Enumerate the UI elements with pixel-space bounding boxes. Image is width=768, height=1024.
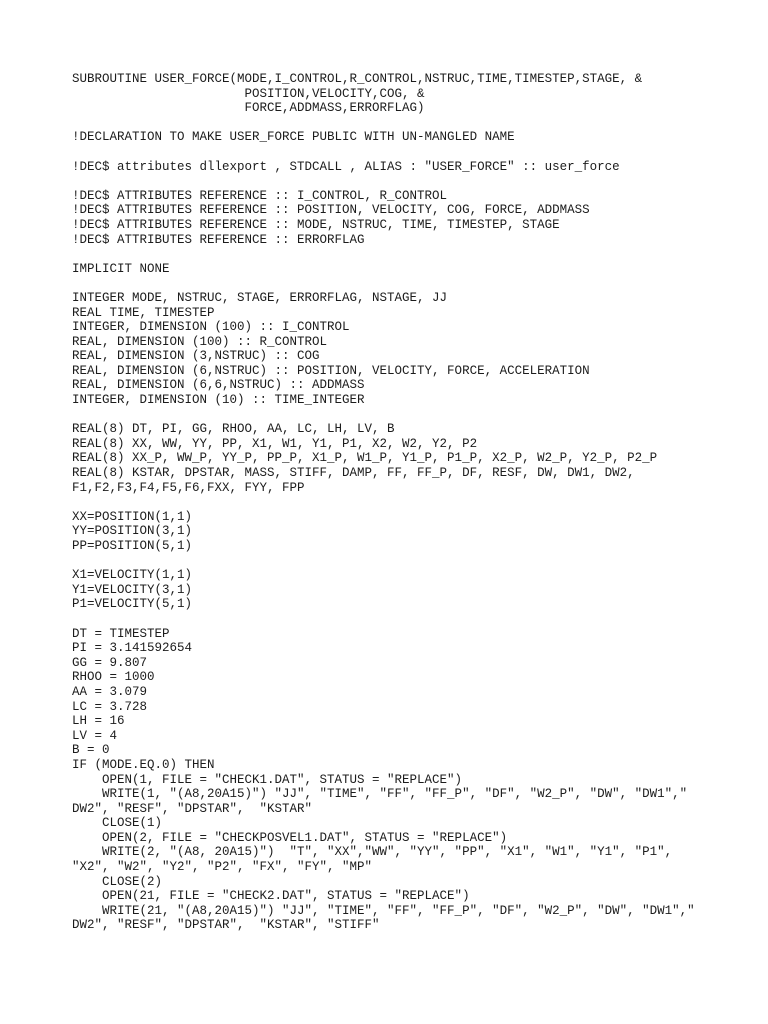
code-line: RHOO = 1000 xyxy=(72,670,155,685)
code-line: REAL, DIMENSION (100) :: R_CONTROL xyxy=(72,334,328,349)
code-listing xyxy=(72,72,752,933)
blank-line xyxy=(72,554,752,569)
code-line: WRITE(21, "(A8,20A15)") "JJ", "TIME", "FF", "FF_P", "DF", "W2_P", "DW", "DW1"," xyxy=(72,903,695,918)
code-line: REAL(8) XX, WW, YY, PP, X1, W1, Y1, P1, X2, W2, Y2, P2 xyxy=(72,436,478,451)
code-line: INTEGER MODE, NSTRUC, STAGE, ERRORFLAG, NSTAGE, JJ xyxy=(72,290,448,305)
blank-line xyxy=(72,247,752,262)
code-line: LH = 16 xyxy=(72,714,125,729)
code-line: DW2", "RESF", "DPSTAR", "KSTAR", "STIFF" xyxy=(72,918,380,933)
code-line: !DECLARATION TO MAKE USER_FORCE PUBLIC WITH UN-MANGLED NAME xyxy=(72,130,515,145)
code-line: REAL(8) XX_P, WW_P, YY_P, PP_P, X1_P, W1_P, Y1_P, P1_P, X2_P, W2_P, Y2_P, P2_P xyxy=(72,451,658,466)
code-line: REAL TIME, TIMESTEP xyxy=(72,305,215,320)
code-line: XX=POSITION(1,1) xyxy=(72,509,193,524)
code-line: "X2", "W2", "Y2", "P2", "FX", "FY", "MP" xyxy=(72,860,373,875)
code-line: OPEN(21, FILE = "CHECK2.DAT", STATUS = "REPLACE") xyxy=(72,889,470,904)
code-line: !DEC$ ATTRIBUTES REFERENCE :: ERRORFLAG xyxy=(72,232,365,247)
code-line: LC = 3.728 xyxy=(72,699,148,714)
code-line: CLOSE(1) xyxy=(72,816,163,831)
code-line: REAL, DIMENSION (6,NSTRUC) :: POSITION, VELOCITY, FORCE, ACCELERATION xyxy=(72,363,590,378)
blank-line xyxy=(72,116,752,131)
code-line: CLOSE(2) xyxy=(72,874,163,889)
code-line: P1=VELOCITY(5,1) xyxy=(72,597,193,612)
code-line: OPEN(2, FILE = "CHECKPOSVEL1.DAT", STATUS = "REPLACE") xyxy=(72,830,508,845)
code-line: !DEC$ ATTRIBUTES REFERENCE :: MODE, NSTRUC, TIME, TIMESTEP, STAGE xyxy=(72,217,560,232)
code-line: OPEN(1, FILE = "CHECK1.DAT", STATUS = "REPLACE") xyxy=(72,772,463,787)
code-line: DW2", "RESF", "DPSTAR", "KSTAR" xyxy=(72,801,313,816)
code-line: F1,F2,F3,F4,F5,F6,FXX, FYY, FPP xyxy=(72,480,305,495)
code-line: WRITE(1, "(A8,20A15)") "JJ", "TIME", "FF", "FF_P", "DF", "W2_P", "DW", "DW1"," xyxy=(72,787,688,802)
code-line: YY=POSITION(3,1) xyxy=(72,524,193,539)
code-line: FORCE,ADDMASS,ERRORFLAG) xyxy=(72,101,425,116)
blank-line xyxy=(72,145,752,160)
blank-line xyxy=(72,276,752,291)
code-line: DT = TIMESTEP xyxy=(72,626,170,641)
blank-line xyxy=(72,408,752,423)
code-line: AA = 3.079 xyxy=(72,684,148,699)
code-line: INTEGER, DIMENSION (10) :: TIME_INTEGER xyxy=(72,393,365,408)
code-line: X1=VELOCITY(1,1) xyxy=(72,568,193,583)
code-line: SUBROUTINE USER_FORCE(MODE,I_CONTROL,R_CONTROL,NSTRUC,TIME,TIMESTEP,STAGE, & xyxy=(72,72,643,86)
code-line: !DEC$ ATTRIBUTES REFERENCE :: POSITION, VELOCITY, COG, FORCE, ADDMASS xyxy=(72,203,590,218)
code-line: POSITION,VELOCITY,COG, & xyxy=(72,86,425,101)
code-line: PP=POSITION(5,1) xyxy=(72,539,193,553)
code-line: Y1=VELOCITY(3,1) xyxy=(72,582,193,597)
blank-line xyxy=(72,612,752,627)
code-line: !DEC$ ATTRIBUTES REFERENCE :: I_CONTROL, R_CONTROL xyxy=(72,188,448,203)
code-line: B = 0 xyxy=(72,743,110,758)
blank-line xyxy=(72,495,752,510)
code-line: WRITE(2, "(A8, 20A15)") "T", "XX","WW", "YY", "PP", "X1", "W1", "Y1", "P1", xyxy=(72,845,673,860)
code-line: REAL(8) KSTAR, DPSTAR, MASS, STIFF, DAMP, FF, FF_P, DF, RESF, DW, DW1, DW2, xyxy=(72,466,635,481)
blank-line xyxy=(72,174,752,189)
code-line: LV = 4 xyxy=(72,728,118,743)
code-line: GG = 9.807 xyxy=(72,655,148,670)
code-line: PI = 3.141592654 xyxy=(72,641,193,656)
code-line: REAL, DIMENSION (6,6,NSTRUC) :: ADDMASS xyxy=(72,378,365,393)
code-line: REAL, DIMENSION (3,NSTRUC) :: COG xyxy=(72,349,320,364)
code-line: REAL(8) DT, PI, GG, RHOO, AA, LC, LH, LV, B xyxy=(72,422,395,437)
code-line: IMPLICIT NONE xyxy=(72,261,170,276)
code-line: !DEC$ attributes dllexport , STDCALL , ALIAS : "USER_FORCE" :: user_force xyxy=(72,159,620,174)
code-line: IF (MODE.EQ.0) THEN xyxy=(72,757,215,772)
code-line: INTEGER, DIMENSION (100) :: I_CONTROL xyxy=(72,320,350,335)
